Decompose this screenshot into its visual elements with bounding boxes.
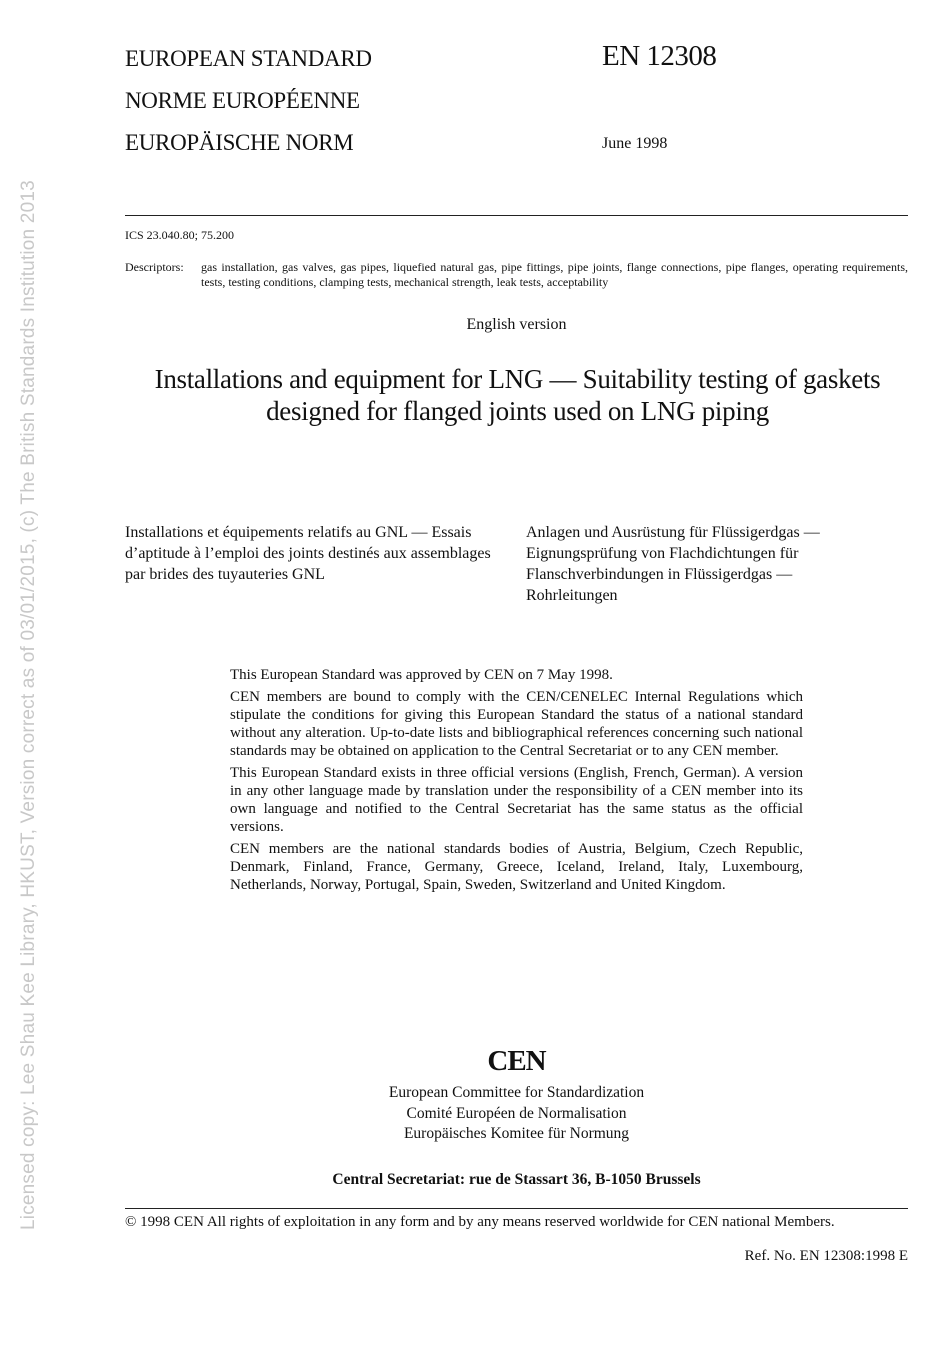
version-label: English version [466,316,567,333]
title-line-1: Installations and equipment for LNG — Suitability testing of gaskets [154,364,881,394]
cen-logo: CEN [487,1045,546,1077]
paragraph-members: CEN members are the national standards bodies of Austria, Belgium, Czech Republic, Denmark, Finland, France, Germany, Greece, Iceland, Ireland, Italy, Luxembourg, Netherlands, Norway, Portugal, Spain, Sweden, Switzerland and United Kingdom. [230,841,803,893]
title-line-2: designed for flanged joints used on LNG piping [266,396,769,426]
paragraph-approval: This European Standard was approved by CEN on 7 May 1998. [230,667,613,683]
copyright-notice: © 1998 CEN All rights of exploitation in any form and by any means reserved worldwide for CEN national Members. [125,1214,835,1230]
german-title-line: Rohrleitungen [526,587,618,604]
paragraph-versions: This European Standard exists in three official versions (English, French, German). A version in any other language made by translation under the responsibility of a CEN member into its own language and notified to the Central Secretariat has the same status as the official versions. [230,765,803,835]
standard-label-french: NORME EUROPÉENNE [125,88,360,113]
descriptors-text: gas installation, gas valves, gas pipes, liquefied natural gas, pipe fittings, pipe joints, flange connections, pipe flanges, operating requirements, tests, testing conditions, clamping tests, mechanical strength, leak tests, acceptability [201,260,908,289]
paragraph-obligations: CEN members are bound to comply with the CEN/CENELEC Internal Regulations which stipulate the conditions for giving this European Standard the status of a national standard without any alteration. Up-to-date lists and bibliographical references concerning such national standards may be obtained on application to the Central Secretariat or to any CEN member. [230,689,803,759]
german-title-line: Anlagen und Ausrüstung für Flüssigerdgas — [526,524,820,541]
document-title [110,363,925,427]
approval-statement [230,666,803,898]
german-title-line: Eignungsprüfung von Flachdichtungen für [526,545,799,562]
document-number: EN 12308 [602,40,717,72]
descriptors-label: Descriptors: [125,260,184,274]
french-title: Installations et équipements relatifs au GNL — Essais d’aptitude à l’emploi des joints destinés aux assemblages par brides des tuyauteries GNL [125,524,491,583]
committee-name-english: European Committee for Standardization [388,1084,645,1101]
standard-label-german: EUROPÄISCHE NORM [125,130,354,155]
header-divider [125,215,908,216]
footer-divider [125,1208,908,1209]
descriptors [125,260,908,292]
german-title-line: Flanschverbindungen in Flüssigerdgas — [526,566,793,583]
license-watermark: Licensed copy: Lee Shau Kee Library, HKUST, Version correct as of 03/01/2015, (c) The British Standards Institution 2013 [18,180,39,1230]
committee-names [125,1083,908,1145]
committee-name-german: Europäisches Komitee für Normung [403,1125,630,1142]
committee-name-french: Comité Européen de Normalisation [406,1104,627,1122]
ics-code: ICS 23.040.80; 75.200 [125,228,235,242]
standard-label-english: EUROPEAN STANDARD [125,46,372,71]
publication-date: June 1998 [602,135,668,152]
reference-number: Ref. No. EN 12308:1998 E [744,1248,908,1264]
secretariat-address: Central Secretariat: rue de Stassart 36, B-1050 Brussels [332,1171,701,1188]
german-title [526,522,908,606]
standard-header [125,46,565,156]
